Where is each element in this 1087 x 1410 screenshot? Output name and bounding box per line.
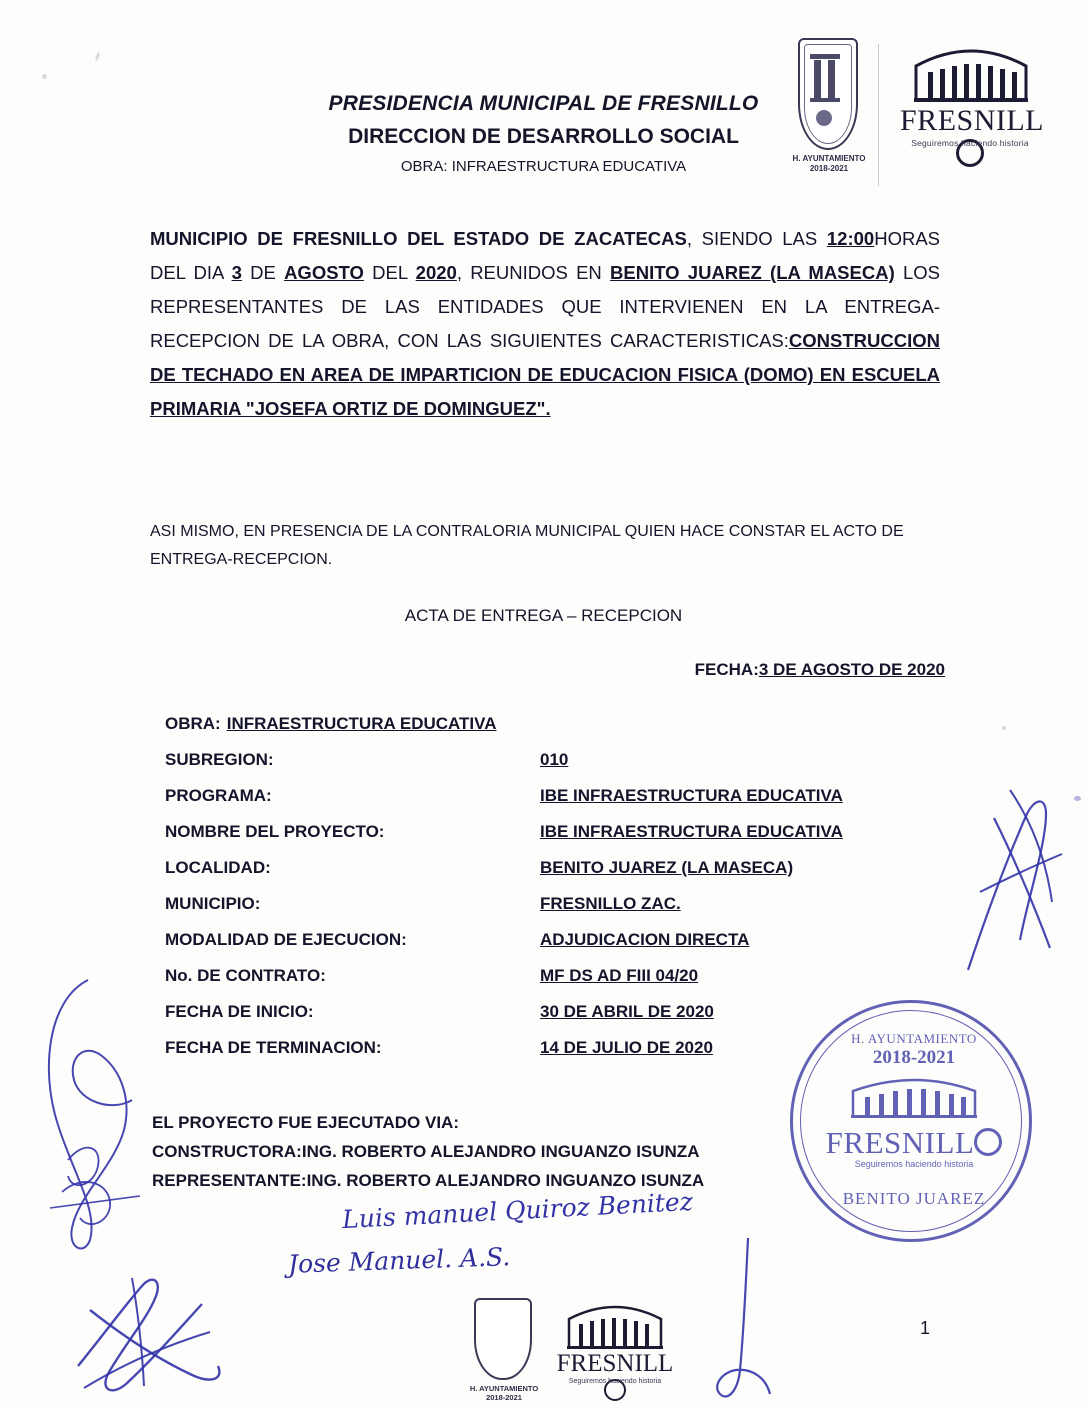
intro-hora: 12:00: [826, 228, 875, 249]
footer-wordmark-text: FRESNILL: [556, 1350, 674, 1377]
fecha-label: FECHA:: [694, 660, 759, 679]
project-fields: [165, 714, 945, 1074]
field-value: IBE INFRAESTRUCTURA EDUCATIVA: [540, 786, 843, 805]
scan-speck: [95, 52, 101, 61]
field-label: MODALIDAD DE EJECUCION:: [165, 930, 407, 949]
handwritten-name-1: Luis manuel Quiroz Benitez: [341, 1186, 694, 1235]
fecha-line: [0, 660, 945, 680]
intro-dia: 3: [231, 262, 242, 283]
seal-arch-icon: [849, 1075, 979, 1119]
municipal-crest-icon: [790, 38, 868, 186]
field-value: 14 DE JULIO DE 2020: [540, 1038, 713, 1057]
signature-center-bottom: [700, 1230, 790, 1410]
field-label: LOCALIDAD:: [165, 858, 271, 877]
handwritten-name-2: Jose Manuel. A.S.: [287, 1242, 511, 1279]
seal-locality: BENITO JUAREZ: [842, 1189, 986, 1208]
page-number: 1: [920, 1318, 931, 1338]
scan-speck: [42, 74, 47, 79]
field-value: ADJUDICACION DIRECTA: [540, 930, 750, 949]
intro-mes: AGOSTO: [284, 262, 364, 283]
fresnillo-logo: [900, 42, 1045, 182]
intro-seg5: DEL: [363, 262, 416, 283]
intro-seg3: HORAS DEL DIA: [150, 228, 940, 283]
field-row-nombre-proyecto: [165, 822, 945, 858]
seal-wordmark-text: FRESNILL: [825, 1125, 975, 1160]
fresnillo-wordmark-text: FRESNILL: [900, 104, 1045, 137]
field-label: NOMBRE DEL PROYECTO:: [165, 822, 385, 841]
seal-top-text: H. AYUNTAMIENTO: [851, 1031, 977, 1046]
intro-anio: 2020: [415, 262, 457, 283]
field-label: PROGRAMA:: [165, 786, 272, 805]
ejecutado-constructora: CONSTRUCTORA:ING. ROBERTO ALEJANDRO INGUANZO ISUNZA: [152, 1142, 700, 1161]
field-value: FRESNILLO ZAC.: [540, 894, 681, 913]
field-row-programa: [165, 786, 945, 822]
footer-tagline: Seguiremos haciendo historia: [568, 1378, 662, 1385]
fecha-value: 3 DE AGOSTO DE 2020: [758, 660, 945, 679]
field-row-contrato: [165, 966, 945, 1002]
field-value: 30 DE ABRIL DE 2020: [540, 1002, 714, 1021]
field-value: BENITO JUAREZ (LA MASECA): [540, 858, 794, 877]
footer-crest-caption: H. AYUNTAMIENTO 2018-2021: [469, 1384, 539, 1403]
official-seal-stamp: [790, 1000, 1032, 1242]
fresnillo-arch-icon: [912, 42, 1030, 104]
field-row-obra: [165, 714, 945, 750]
intro-seg4: DE: [241, 262, 285, 283]
footer-municipal-crest-icon: [468, 1298, 540, 1410]
footer-fresnillo-logo: [556, 1300, 674, 1405]
intro-seg7: LOS REPRESENTANTES DE LAS ENTIDADES QUE INTERVIENEN EN LA ENTREGA-RECEPCION DE LA OBRA, CON LAS SIGUIENTES CARACTERISTICAS:: [150, 262, 940, 351]
field-label: OBRA:: [165, 714, 221, 733]
seal-tagline: Seguiremos haciendo historia: [854, 1159, 974, 1169]
intro-municipio: MUNICIPIO DE FRESNILLO DEL ESTADO DE ZACATECAS: [150, 228, 687, 249]
acta-title: ACTA DE ENTREGA – RECEPCION: [404, 606, 683, 625]
field-row-municipio: [165, 894, 945, 930]
field-label: FECHA DE INICIO:: [165, 1002, 314, 1021]
header-line-1: PRESIDENCIA MUNICIPAL DE FRESNILLO: [328, 92, 759, 115]
field-label: FECHA DE TERMINACION:: [165, 1038, 382, 1057]
ejecutado-title: EL PROYECTO FUE EJECUTADO VIA:: [152, 1113, 459, 1132]
signature-left-bottom: [60, 1270, 240, 1410]
fresnillo-tagline: Seguiremos haciendo historia: [911, 138, 1029, 148]
ejecutado-block: [152, 1108, 704, 1195]
intro-seg6: , REUNIDOS EN: [456, 262, 611, 283]
intro-paragraph: [150, 222, 940, 426]
seal-o-icon: [974, 1128, 1002, 1156]
footer-arch-icon: [566, 1300, 664, 1350]
scan-speck: [1002, 726, 1006, 730]
presencia-paragraph: ASI MISMO, EN PRESENCIA DE LA CONTRALORIA MUNICIPAL QUIEN HACE CONSTAR EL ACTO DE ENTREGA-RECEPCION.: [150, 523, 904, 568]
field-value: 010: [540, 750, 569, 769]
field-row-subregion: [165, 750, 945, 786]
crest-caption: H. AYUNTAMIENTO 2018-2021: [792, 154, 866, 173]
field-value: IBE INFRAESTRUCTURA EDUCATIVA: [540, 822, 843, 841]
header-divider: [878, 44, 879, 186]
field-row-localidad: [165, 858, 945, 894]
ejecutado-representante: REPRESENTANTE:ING. ROBERTO ALEJANDRO INGUANZO ISUNZA: [152, 1171, 705, 1190]
intro-descripcion: CONSTRUCCION DE TECHADO EN AREA DE IMPARTICION DE EDUCACION FISICA (DOMO) EN ESCUELA PRIMARIA "JOSEFA ORTIZ DE DOMINGUEZ".: [150, 330, 940, 419]
intro-seg2: , SIENDO LAS: [686, 228, 827, 249]
field-label: SUBREGION:: [165, 750, 274, 769]
signature-right-top: [950, 782, 1070, 982]
field-value: INFRAESTRUCTURA EDUCATIVA: [226, 714, 497, 733]
field-value: MF DS AD FIII 04/20: [540, 966, 699, 985]
seal-wordmark: [793, 1125, 1035, 1161]
intro-lugar: BENITO JUAREZ (LA MASECA): [610, 262, 895, 283]
header-line-2: DIRECCION DE DESARROLLO SOCIAL: [348, 125, 739, 148]
scan-speck: [1074, 796, 1081, 801]
field-label: MUNICIPIO:: [165, 894, 261, 913]
seal-year: 2018-2021: [872, 1047, 956, 1068]
field-row-modalidad: [165, 930, 945, 966]
header-line-3: OBRA: INFRAESTRUCTURA EDUCATIVA: [400, 158, 687, 175]
field-label: No. DE CONTRATO:: [165, 966, 326, 985]
